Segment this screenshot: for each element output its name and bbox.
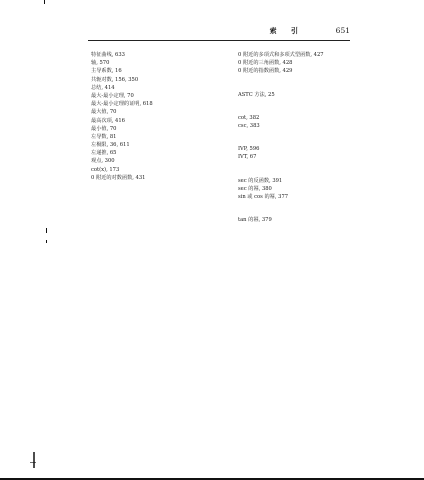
index-entry: IVP, 596 xyxy=(238,146,260,153)
index-entry: IVT, 67 xyxy=(238,154,257,161)
scan-mark-bottom-left xyxy=(33,452,35,468)
index-entry: 最大-最小定理, 70 xyxy=(91,92,134,99)
index-entry: ASTC 方法, 25 xyxy=(238,91,275,98)
index-entry: csc, 383 xyxy=(238,122,260,129)
index-entry: 左递推, 65 xyxy=(91,150,117,157)
index-entry: 最小值, 70 xyxy=(91,125,117,132)
index-column-right xyxy=(238,51,324,224)
index-entry: cot, 382 xyxy=(238,114,260,121)
index-entry: cot(x), 173 xyxy=(91,166,120,173)
index-entry: 总结, 414 xyxy=(91,84,115,91)
index-entry: 0 附近的多项式和多项式型函数, 427 xyxy=(238,52,324,58)
index-entry: 最高次项, 416 xyxy=(91,117,125,124)
index-entry: 0 附近的指数函数, 429 xyxy=(238,68,293,75)
index-entry: 共轭对数, 156, 350 xyxy=(91,76,139,83)
index-entry: 轴, 570 xyxy=(91,60,110,67)
index-entry: 0 附近的三角函数, 428 xyxy=(238,60,293,67)
index-entry: sin 或 cos 的幂, 377 xyxy=(238,193,289,200)
index-group-gap xyxy=(238,76,324,91)
page-number: 651 xyxy=(335,26,350,35)
scan-mark-top xyxy=(44,0,45,4)
index-entry: 特征曲线, 633 xyxy=(91,52,125,58)
scan-mark-left xyxy=(46,240,47,243)
index-entry: 最大值, 70 xyxy=(91,109,117,116)
index-entry: 0 附近的对数函数, 431 xyxy=(91,174,146,181)
index-group-gap xyxy=(238,130,324,145)
header-title: 索 引 xyxy=(269,26,304,35)
index-entry: 左极限, 36, 611 xyxy=(91,142,130,149)
index-group-gap xyxy=(238,162,324,177)
page-header xyxy=(88,26,350,41)
index-entry: 观点, 300 xyxy=(91,158,115,165)
scan-mark-bottom-left xyxy=(30,462,36,463)
index-entry: 左导数, 81 xyxy=(91,133,117,140)
index-entry: sec 的幂, 380 xyxy=(238,185,272,192)
index-entry: sec 的反函数, 391 xyxy=(238,177,283,184)
index-group-gap xyxy=(238,201,324,216)
index-entry: 最大-最小定理的证明, 618 xyxy=(91,101,153,108)
index-column-left xyxy=(91,51,153,182)
index-entry: 主导系数, 16 xyxy=(91,68,122,75)
index-group-gap xyxy=(238,99,324,114)
index-entry: tan 的幂, 379 xyxy=(238,217,272,224)
scan-mark-left xyxy=(46,228,47,233)
